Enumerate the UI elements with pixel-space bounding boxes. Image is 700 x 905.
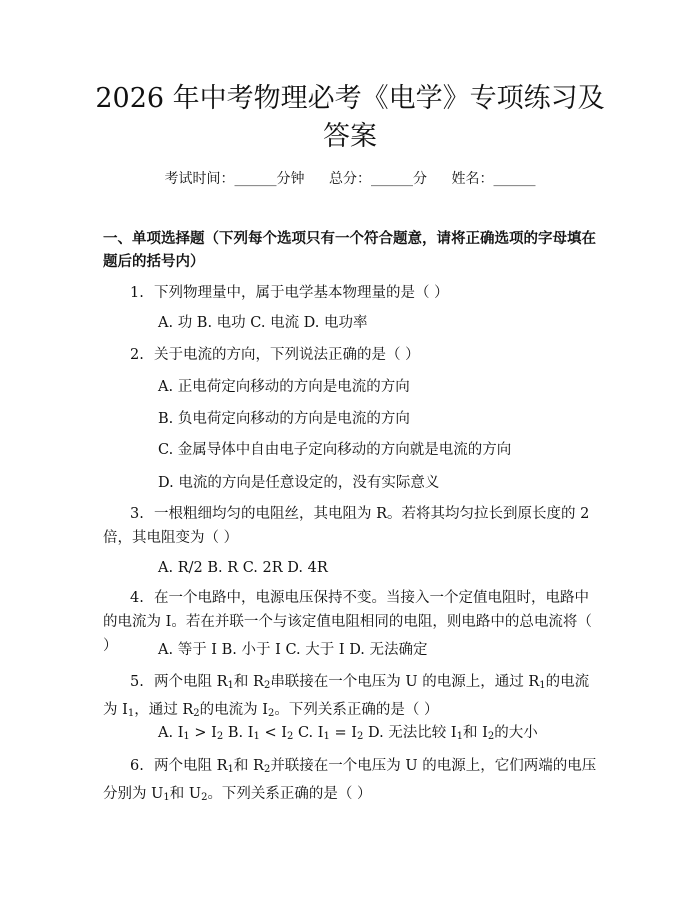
question-3: 3. 一根粗细均匀的电阻丝，其电阻为 R。若将其均匀拉长到原长度的 2 倍，其电阻变为（ ） [103,506,590,546]
exam-score: 总分：______分 [329,171,427,187]
question-2-option-d: D. 电流的方向是任意设定的，没有实际意义 [158,475,440,491]
page-title: 2026 年中考物理必考《电学》专项练习及答案 [95,83,605,152]
question-2: 2. 关于电流的方向，下列说法正确的是（ ） [130,347,420,363]
exam-name: 姓名：______ [451,171,536,187]
question-3-options: A. R/2 B. R C. 2R D. 4R [158,560,328,576]
exam-meta [0,168,700,188]
question-4-options: A. 等于 I B. 小于 I C. 大于 I D. 无法确定 [158,642,428,658]
question-2-option-b: B. 负电荷定向移动的方向是电流的方向 [158,411,410,427]
question-6: 6. 两个电阻 $R_1$和 $R_2$并联接在一个电压为 U 的电源上，它们两端的电压分别为 $U_1$和 $U_2$。下列关系正确的是（ ） [103,758,597,803]
question-5-options: A. $I_1 > I_2$ B. $I_1 < I_2$ C. $I_1 = I_2$ D. 无法比较 $I_1$和 $I_2$的大小 [158,725,538,742]
question-2-option-a: A. 正电荷定向移动的方向是电流的方向 [158,379,410,395]
exam-time: 考试时间：______分钟 [164,171,305,187]
question-1: 1. 下列物理量中，属于电学基本物理量的是（ ） [130,285,449,301]
question-1-options: A. 功 B. 电功 C. 电流 D. 电功率 [158,315,368,331]
question-5: 5. 两个电阻 $R_1$和 $R_2$串联接在一个电压为 U 的电源上，通过 $R_1$的电流为 $I_1$，通过 $R_2$的电流为 $I_2$。下列关系正确的是（ ） [103,674,590,719]
section-title: 一、单项选择题（下列每个选项只有一个符合题意，请将正确选项的字母填在题后的括号内） [103,230,596,270]
question-2-option-c: C. 金属导体中自由电子定向移动的方向就是电流的方向 [158,442,512,458]
question-4: 4. 在一个电路中，电源电压保持不变。当接入一个定值电阻时，电路中的电流为 I。若在并联一个与该定值电阻相同的电阻，则电路中的总电流将（ ） [103,590,592,654]
